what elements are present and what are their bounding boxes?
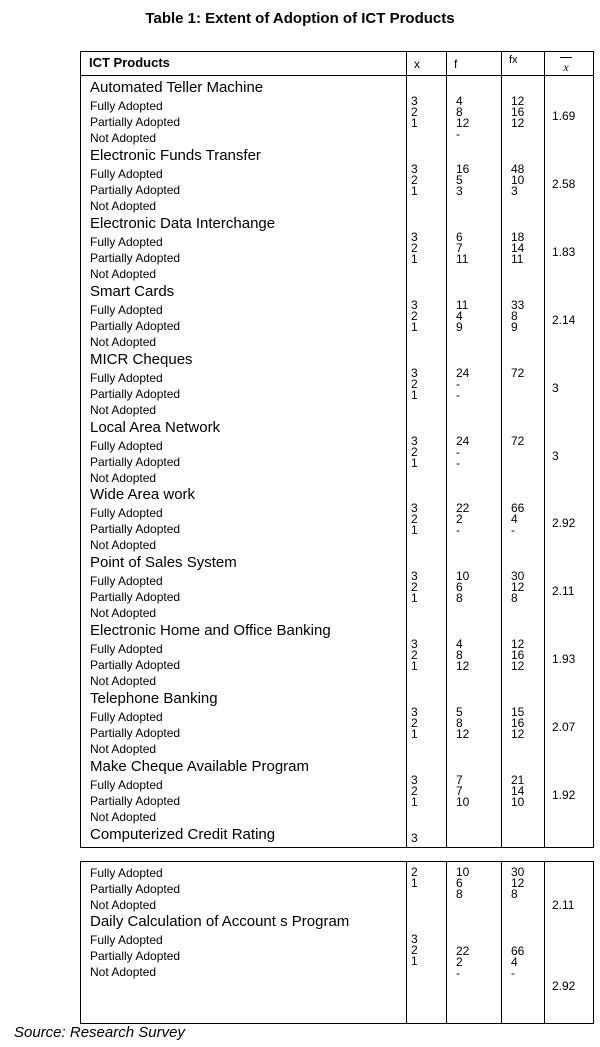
level-fully-adopted: Fully Adopted (90, 303, 163, 317)
f-values: 16 5 3 (456, 162, 470, 198)
table-title: Table 1: Extent of Adoption of ICT Products (145, 10, 455, 27)
product-name: Daily Calculation of Account s Program (90, 913, 350, 930)
level-fully-adopted: Fully Adopted (90, 933, 163, 947)
level-fully-adopted: Fully Adopted (90, 235, 163, 249)
f-values: 10 6 8 (456, 569, 470, 605)
level-not-adopted: Not Adopted (90, 335, 157, 349)
level-not-adopted: Not Adopted (90, 403, 157, 417)
f-values: 24 - - (456, 366, 470, 402)
mean-value: 1.92 (552, 788, 576, 802)
level-fully-adopted: Fully Adopted (90, 778, 163, 792)
mean-value: 2.07 (552, 720, 576, 734)
x-values: 3 (411, 831, 418, 845)
product-name: Point of Sales System (90, 554, 237, 571)
level-fully-adopted: Fully Adopted (90, 167, 163, 181)
header-fx: fx (509, 54, 518, 66)
f-values: 5 8 12 (456, 705, 470, 741)
level-not-adopted: Not Adopted (90, 965, 157, 979)
x-values: 3 2 1 (411, 162, 418, 198)
fx-values: 30 12 8 (511, 865, 525, 901)
level-partially-adopted: Partially Adopted (90, 319, 181, 333)
source-note: Source: Research Survey (14, 1024, 185, 1041)
fx-values: 72 (511, 366, 525, 380)
product-name: Smart Cards (90, 283, 175, 300)
level-partially-adopted: Partially Adopted (90, 251, 181, 265)
mean-value: 3 (552, 381, 559, 395)
f-values: 10 6 8 (456, 865, 470, 901)
product-name: MICR Cheques (90, 351, 193, 368)
level-not-adopted: Not Adopted (90, 199, 157, 213)
x-values: 3 2 1 (411, 94, 418, 130)
level-not-adopted: Not Adopted (90, 267, 157, 281)
product-name: Electronic Home and Office Banking (90, 622, 331, 639)
mean-value: 3 (552, 449, 559, 463)
x-values: 3 2 1 (411, 705, 418, 741)
fx-values: 30 12 8 (511, 569, 525, 605)
product-name: Electronic Funds Transfer (90, 147, 261, 164)
level-not-adopted: Not Adopted (90, 898, 157, 912)
mean-value: 2.11 (552, 898, 575, 912)
level-not-adopted: Not Adopted (90, 674, 157, 688)
level-partially-adopted: Partially Adopted (90, 726, 181, 740)
level-not-adopted: Not Adopted (90, 131, 157, 145)
f-values: 24 - - (456, 434, 470, 470)
header-x: x (414, 57, 420, 71)
fx-values: 48 10 3 (511, 162, 525, 198)
fx-values: 66 4 - (511, 501, 525, 537)
header-f: f (454, 57, 458, 71)
level-partially-adopted: Partially Adopted (90, 387, 181, 401)
x-values: 2 1 (411, 865, 418, 890)
x-values: 3 2 1 (411, 932, 418, 968)
f-values: 7 7 10 (456, 773, 470, 809)
mean-value: 2.92 (552, 979, 576, 993)
product-name: Computerized Credit Rating (90, 826, 276, 843)
fx-values: 12 16 12 (511, 94, 525, 130)
level-fully-adopted: Fully Adopted (90, 574, 163, 588)
level-partially-adopted: Partially Adopted (90, 949, 181, 963)
level-fully-adopted: Fully Adopted (90, 439, 163, 453)
level-partially-adopted: Partially Adopted (90, 882, 181, 896)
x-values: 3 2 1 (411, 501, 418, 537)
mean-value: 2.14 (552, 313, 576, 327)
x-values: 3 2 1 (411, 773, 418, 809)
level-partially-adopted: Partially Adopted (90, 658, 181, 672)
level-partially-adopted: Partially Adopted (90, 522, 181, 536)
level-partially-adopted: Partially Adopted (90, 115, 181, 129)
level-fully-adopted: Fully Adopted (90, 642, 163, 656)
level-fully-adopted: Fully Adopted (90, 506, 163, 520)
mean-value: 1.69 (552, 109, 576, 123)
f-values: 22 2 - (456, 501, 470, 537)
mean-value: 2.11 (552, 584, 575, 598)
mean-value: 2.92 (552, 516, 576, 530)
level-fully-adopted: Fully Adopted (90, 99, 163, 113)
adoption-table (80, 51, 594, 848)
x-values: 3 2 1 (411, 434, 418, 470)
adoption-table-continued (80, 861, 594, 1024)
fx-values: 72 (511, 434, 525, 448)
fx-values: 66 4 - (511, 944, 525, 980)
product-name: Local Area Network (90, 419, 221, 436)
product-name: Wide Area work (90, 486, 196, 503)
mean-value: 1.83 (552, 245, 576, 259)
fx-values: 21 14 10 (511, 773, 525, 809)
mean-value: 1.93 (552, 652, 576, 666)
product-name: Telephone Banking (90, 690, 218, 707)
header-mean: x (557, 57, 575, 75)
f-values: 22 2 - (456, 944, 470, 980)
product-name: Make Cheque Available Program (90, 758, 310, 775)
product-name: Automated Teller Machine (90, 79, 264, 96)
level-fully-adopted: Fully Adopted (90, 866, 163, 880)
x-values: 3 2 1 (411, 298, 418, 334)
x-values: 3 2 1 (411, 230, 418, 266)
f-values: 6 7 11 (456, 230, 469, 266)
fx-values: 33 8 9 (511, 298, 525, 334)
f-values: 11 4 9 (456, 298, 469, 334)
level-not-adopted: Not Adopted (90, 606, 157, 620)
fx-values: 15 16 12 (511, 705, 525, 741)
level-partially-adopted: Partially Adopted (90, 590, 181, 604)
fx-values: 18 14 11 (511, 230, 525, 266)
level-partially-adopted: Partially Adopted (90, 794, 181, 808)
product-name: Electronic Data Interchange (90, 215, 276, 232)
f-values: 4 8 12 (456, 637, 470, 673)
level-not-adopted: Not Adopted (90, 742, 157, 756)
mean-value: 2.58 (552, 177, 576, 191)
level-not-adopted: Not Adopted (90, 471, 157, 485)
x-values: 3 2 1 (411, 637, 418, 673)
level-partially-adopted: Partially Adopted (90, 183, 181, 197)
fx-values: 12 16 12 (511, 637, 525, 673)
level-partially-adopted: Partially Adopted (90, 455, 181, 469)
header-ict-products: ICT Products (89, 55, 170, 70)
level-not-adopted: Not Adopted (90, 538, 157, 552)
level-fully-adopted: Fully Adopted (90, 371, 163, 385)
x-values: 3 2 1 (411, 569, 418, 605)
f-values: 4 8 12 - (456, 94, 470, 141)
level-fully-adopted: Fully Adopted (90, 710, 163, 724)
level-not-adopted: Not Adopted (90, 810, 157, 824)
x-values: 3 2 1 (411, 366, 418, 402)
